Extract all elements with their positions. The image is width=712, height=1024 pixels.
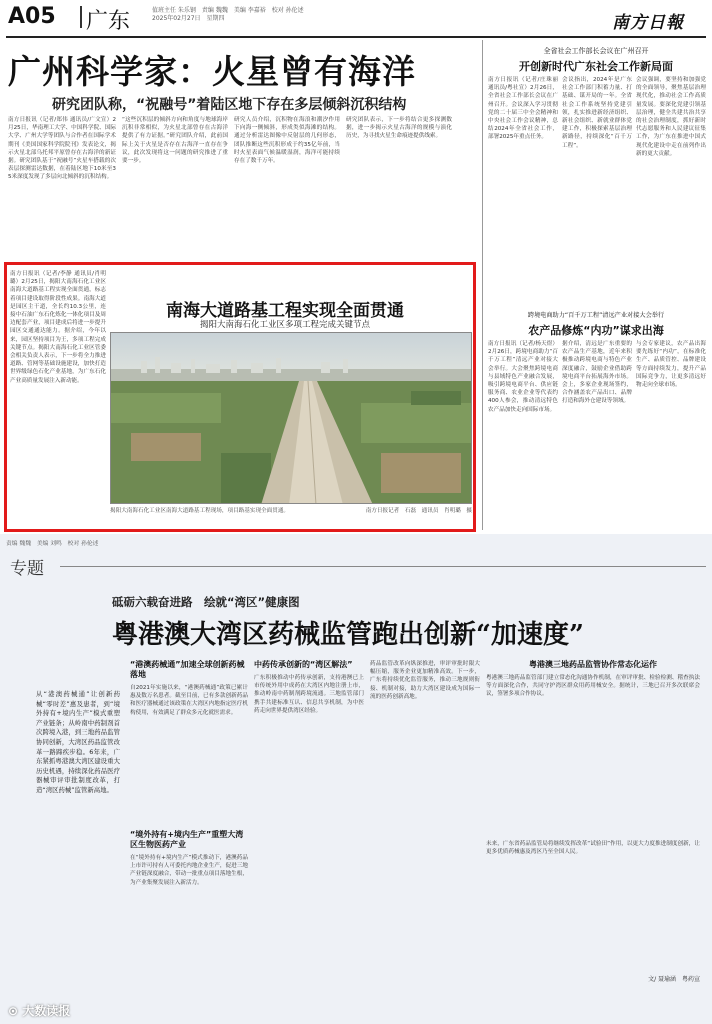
side-top-body-col3: 会议强调，要坚持和加强党的全面领导，聚焦基层治理现代化，推动社会工作高质量发展。要深化党建引领基层治理，健全共建共治共享的社会治理制度，抓好新时代志愿服务和人民建议征集工作，为广东在推进中国式现代化建设中走在前列作出新的更大贡献。 bbox=[636, 77, 706, 157]
aerial-road-image bbox=[111, 333, 472, 504]
header-meta-line2: 2025年02月27日 星期四 bbox=[152, 15, 225, 22]
special-col3-heading1: 中药传承创新的“湾区解法” bbox=[254, 660, 353, 669]
special-credit: 文/ 聂瑜涵 粤药宣 bbox=[648, 976, 700, 983]
header-divider bbox=[80, 6, 82, 28]
header-meta-line1: 值班主任 朱乐钢 责编 魏魏 美编 李嘉裕 校对 孙伦述 bbox=[152, 7, 304, 14]
side-top-headline: 开创新时代广东社会工作新局面 bbox=[519, 60, 673, 73]
column-separator bbox=[482, 40, 483, 530]
side-top-body-col2: 会议指出，2024年是广东社会工作部门积蓄力量、打基础、谋开局的一年。全省社会工作系统坚持党建引领，扎实推进新经济组织、新社会组织、新就业群体党建工作，积极探索基层治理新路径，持续深化“百千万工程”。 bbox=[562, 77, 632, 149]
special-col2-body1: 自2021年实施以来，“港澳药械通”政策已累计惠及数万名患者。截至目前，已有多款创新药品和医疗器械通过该政策在大湾区内地指定医疗机构使用，有效满足了群众多元化就医需求。 bbox=[130, 685, 248, 716]
red-story-body: 南方日报讯（记者/李静 通讯员/肖明璐）2月25日，揭阳大南海石化工业区南海大道路基工程实现全面贯通，标志着项目建设取得阶段性成果。南海大道是园区主干道，全长约10.3公里，连接中石油广东石化炼化一体化项目及周边配套产业，项目建成后将进一步提升园区交通通达能力。据介绍，今年以来，园区坚持项目为王，多项工程完成关键节点。揭阳大南海石化工业区管委会相关负责人表示，下一步将全力推进道路、管网等基础设施建设，加快打造世界级绿色石化产业基地，为广东石化产业高质量发展注入新动能。 bbox=[10, 271, 106, 384]
special-band-meta: 责编 魏魏 美编 刘鸣 校对 孙伦述 bbox=[6, 541, 99, 547]
side-top-kicker: 全省社会工作部长会议在广州召开 bbox=[543, 47, 649, 55]
special-col3-body1: 广东积极推动中药传承创新，支持港澳已上市传统外用中成药在大湾区内地注册上市，推动岭南中药制剂跨境流通。三地监管部门携手共建标准互认、信息共享机制，为中医药走向世界提供湾区经验。 bbox=[254, 675, 364, 714]
side-bottom-headline: 农产品修炼“内功”谋求出海 bbox=[528, 324, 664, 337]
special-col2-heading2: “境外持有+境内生产”重塑大湾区生物医药产业 bbox=[130, 830, 244, 849]
special-lead: 从“港澳药械通”让创新药械“零时差”惠及患者，到“境外持有+境内生产”模式重塑产业链条；从岭南中药制剂首次跨境入港，到三地药品监管协同创新，大湾区药品监管改革一路蹄疾步稳。6年来，广东紧抓粤港澳大湾区建设重大历史机遇，持续深化药品医疗器械审评审批制度改革，打造“湾区药械”监管新高地。 bbox=[36, 690, 120, 794]
photo-credit: 南方日报记者 石磊 通讯员 肖明璐 摄 bbox=[365, 508, 472, 514]
special-col2 bbox=[130, 660, 248, 1000]
special-kicker: 砥砺六载奋进路 绘就“湾区”健康图 bbox=[112, 595, 300, 609]
special-col5-body1: 粤港澳三地药品监管部门建立常态化沟通协作机制，在审评审批、检验检测、稽查执法等方面深化合作，共同守护湾区群众用药用械安全。据统计，三地已召开多次联席会议，签署多项合作协议。 bbox=[486, 675, 700, 698]
lead-body-col1: 南方日报讯（记者/郑伟 通讯员/广文宣）2月25日，华南理工大学、中国科学院、国际大学、广州大学等团队与合作者在国际学术期刊《美国国家科学院院刊》发表论文，揭示火星北部乌托邦平原曾存在古海洋的新证据。研究团队基于“祝融号”火星车搭载的次表层探测雷达数据，在着陆区地下10米至35米深度发现了多层向北倾斜的沉积结构。 bbox=[8, 117, 116, 181]
page-number: A05 bbox=[8, 4, 56, 29]
special-col5-heading1: 粤港澳三地药品监管协作常态化运作 bbox=[529, 660, 657, 669]
special-col5 bbox=[486, 660, 700, 1000]
lead-headline: 广州科学家：火星曾有海洋 bbox=[8, 52, 416, 91]
side-top-body-col1: 南方日报讯（记者/庄珠丽 通讯员/粤社宣）2月26日，全省社会工作部长会议在广州召开。会议深入学习贯彻党的二十届三中全会精神和中央社会工作会议精神，总结2024年全省社会工作，部署2025年重点任务。 bbox=[488, 77, 558, 141]
special-col5-body2: 未来，广东省药品监管局将继续发挥改革“试验田”作用，以更大力度推进制度创新，让更多优质药械惠及湾区乃至全国人民。 bbox=[486, 841, 700, 856]
lead-body-col3: 研究人员介绍，沉积物在海浪和潮汐作用下向海一侧倾斜，形成类似海滩的结构。通过分析雷达图像中反射层的几何形态，团队推断这些沉积形成于约35亿年前，当时火星表面气候温暖湿润，海洋可能持续存在了数千万年。 bbox=[234, 117, 340, 165]
lead-body-col4: 研究团队表示，下一步将结合更多探测数据，进一步揭示火星古海洋的规模与演化历史，为寻找火星生命痕迹提供线索。 bbox=[346, 117, 452, 140]
photo-caption-text: 揭阳大南海石化工业区南海大道路基工程现场，项目路基实现全面贯通。 bbox=[110, 508, 290, 514]
side-bottom-kicker: 跨境电商助力“百千万工程”清远产业对接大会举行 bbox=[527, 312, 665, 319]
newspaper-logo: 南方日報 bbox=[612, 13, 684, 33]
special-col2-body2: 在“境外持有+境内生产”模式推动下，港澳药品上市许可持有人可委托内地企业生产，促进三地产业链深度融合，带动一批重点项目落地生根，为产业集聚发展注入新活力。 bbox=[130, 855, 248, 886]
side-bottom-body-col2: 据介绍，清远是广东重要的农产品生产基地，近年来积极推动跨境电商与特色产业深度融合，鼓励企业借助跨境电商平台拓展海外市场。会上，多家企业现场签约，合作涵盖农产品出口、品牌打造和海外仓建设等领域。 bbox=[562, 341, 632, 405]
special-col4: 药品监管改革向纵深推进，审评审批时限大幅压缩，服务企业更加精准高效。下一步，广东将持续优化监管服务，推动三地规则衔接、机制对接，助力大湾区建设成为国际一流的医药创新高地。 bbox=[370, 661, 480, 700]
photo-caption bbox=[110, 506, 472, 514]
red-story-subheadline: 揭阳大南海石化工业区多项工程完成关键节点 bbox=[199, 320, 370, 330]
special-tag: 专题 bbox=[10, 559, 44, 579]
red-story-headline: 南海大道路基工程实现全面贯通 bbox=[166, 301, 404, 321]
section-name: 广东 bbox=[86, 9, 131, 34]
special-band-rule bbox=[60, 566, 706, 567]
special-col3 bbox=[254, 660, 364, 1000]
side-bottom-body-col1: 南方日报讯（记者/杨天煜）2月26日，跨境电商助力“百千万工程”清远产业对接大会举行。大会聚焦跨境电商与县域特色产业融合发展，吸引跨境电商平台、供应链服务商、农业企业等代表约400人参会，推动清远特色农产品加快走向国际市场。 bbox=[488, 341, 558, 413]
watermark-logo: ⊙ 大数读报 bbox=[8, 1004, 71, 1018]
special-col2-heading1: “港澳药械通”加速全球创新药械落地 bbox=[130, 660, 245, 679]
header-meta bbox=[152, 7, 304, 23]
header-rule bbox=[6, 36, 706, 38]
aerial-road-photo bbox=[110, 332, 472, 504]
lead-body-col2: “这些沉积层的倾斜方向和角度与地球海岸沉积非常相似，为火星北部曾存在古海洋提供了有力证据。”研究团队介绍，此前国际上关于火星是否存在古海洋一直存在争议，此次发现将这一问题的研究推进了重要一步。 bbox=[122, 117, 228, 165]
special-headline: 粤港澳大湾区药械监管跑出创新“加速度” bbox=[112, 620, 584, 650]
side-bottom-body-col3: 与会专家建议，农产品出海要先练好“内功”，在标准化生产、品质管控、品牌建设等方面持续发力，提升产品国际竞争力，让更多清远好物走向全球市场。 bbox=[636, 341, 706, 389]
lead-subheadline: 研究团队称，“祝融号”着陆区地下存在多层倾斜沉积结构 bbox=[52, 97, 407, 113]
